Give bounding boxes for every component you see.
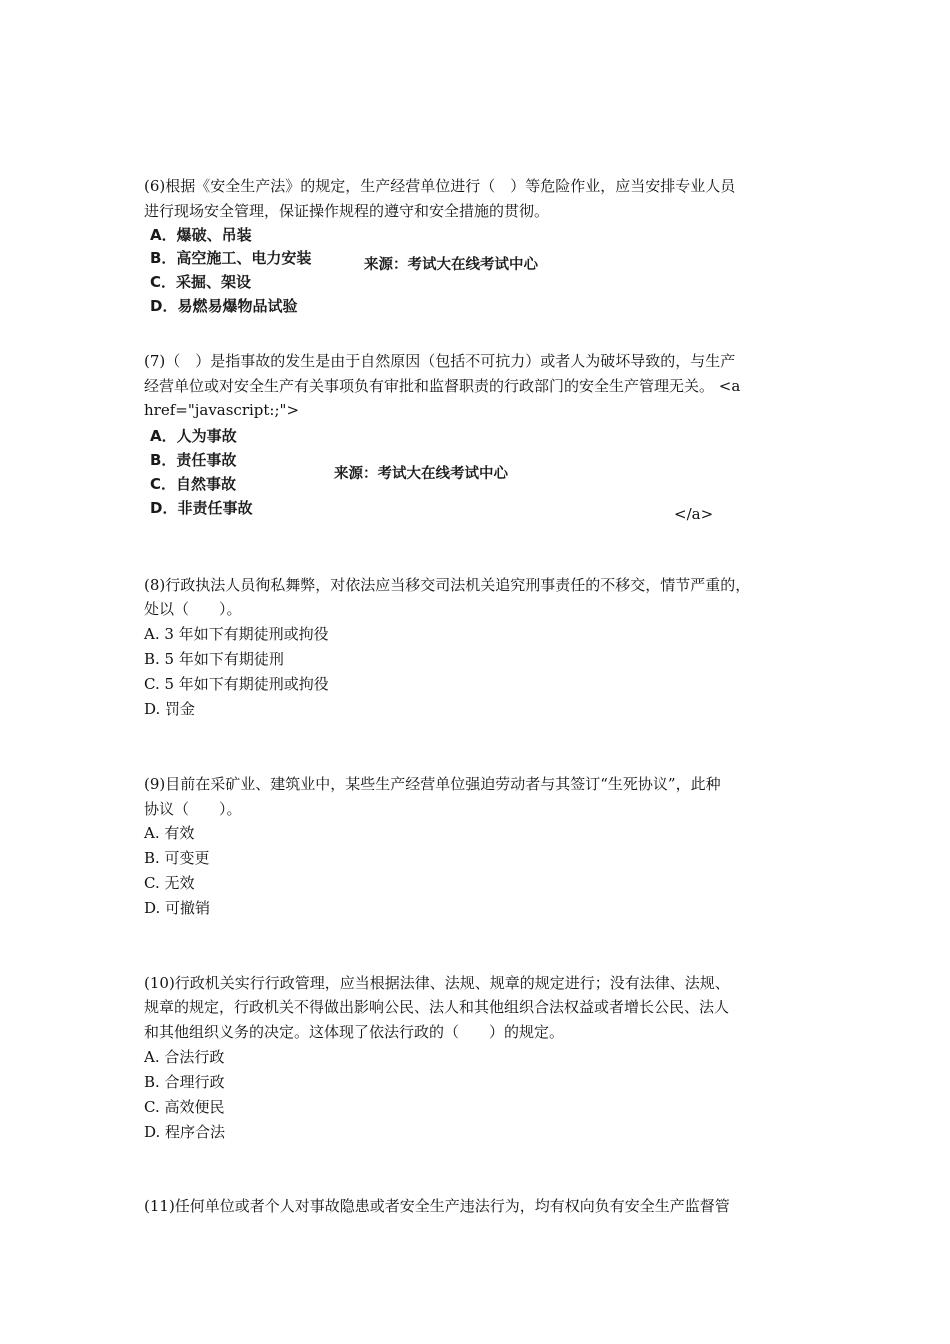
question-10-option-c: C. 高效便民 bbox=[144, 1098, 225, 1116]
question-10-option-b: B. 合理行政 bbox=[144, 1073, 225, 1091]
question-7-options-image bbox=[144, 424, 564, 520]
question-7-source-label: 来源：考试大在线考试中心 bbox=[334, 466, 508, 482]
question-9-option-b: B. 可变更 bbox=[144, 849, 210, 867]
question-6-option-a: A．爆破、吊装 bbox=[150, 226, 252, 244]
question-9-stem-line-2: 协议（ ）。 bbox=[144, 800, 242, 818]
question-10-stem-line-1: (10)行政机关实行行政管理，应当根据法律、法规、规章的规定进行；没有法律、法规、 bbox=[144, 974, 730, 992]
question-8-option-d: D. 罚金 bbox=[144, 700, 196, 718]
question-10-stem-line-2: 规章的规定，行政机关不得做出影响公民、法人和其他组织合法权益或者增长公民、法人 bbox=[144, 998, 730, 1016]
question-8-stem-line-2: 处以（ ）。 bbox=[144, 600, 242, 618]
question-7-closing-tag: </a> bbox=[674, 505, 714, 523]
question-7-option-d: D．非责任事故 bbox=[150, 499, 253, 517]
question-7-option-b: B．责任事故 bbox=[150, 451, 237, 469]
question-9-option-c: C. 无效 bbox=[144, 874, 195, 892]
question-9-option-d: D. 可撤销 bbox=[144, 899, 211, 917]
question-8-option-c: C. 5 年如下有期徒刑或拘役 bbox=[144, 675, 329, 693]
question-10-option-d: D. 程序合法 bbox=[144, 1123, 226, 1141]
question-11-stem-line-1: (11)任何单位或者个人对事故隐患或者安全生产违法行为，均有权向负有安全生产监督管 bbox=[144, 1197, 730, 1215]
question-6-option-b: B．高空施工、电力安装 bbox=[150, 249, 312, 267]
question-6-option-c: C．采掘、架设 bbox=[150, 273, 252, 291]
question-6-source-label: 来源：考试大在线考试中心 bbox=[364, 257, 538, 273]
question-7-option-c: C．自然事故 bbox=[150, 475, 237, 493]
question-7-option-a: A．人为事故 bbox=[150, 427, 237, 445]
question-6-options-image bbox=[144, 223, 584, 319]
question-7-stem-line-2: 经营单位或对安全生产有关事项负有审批和监督职责的行政部门的安全生产管理无关。 <a bbox=[144, 377, 741, 395]
question-8-stem-line-1: (8)行政执法人员徇私舞弊，对依法应当移交司法机关追究刑事责任的不移交，情节严重的， bbox=[144, 576, 751, 594]
question-7-stem-line-1: (7)（ ）是指事故的发生是由于自然原因（包括不可抗力）或者人为破坏导致的，与生产 bbox=[144, 352, 736, 370]
question-8-option-b: B. 5 年如下有期徒刑 bbox=[144, 650, 284, 668]
question-6-stem-line-1: (6)根据《安全生产法》的规定，生产经营单位进行（ ）等危险作业，应当安排专业人员 bbox=[144, 177, 736, 195]
question-9-stem-line-1: (9)目前在采矿业、建筑业中，某些生产经营单位强迫劳动者与其签订“生死协议”，此种 bbox=[144, 775, 721, 793]
question-7-stem-line-3: href="javascript:;"> bbox=[144, 401, 300, 419]
question-8-option-a: A. 3 年如下有期徒刑或拘役 bbox=[144, 625, 329, 643]
question-10-option-a: A. 合法行政 bbox=[144, 1048, 225, 1066]
question-9-option-a: A. 有效 bbox=[144, 824, 195, 842]
question-6-option-d: D．易燃易爆物品试验 bbox=[150, 297, 298, 315]
question-10-stem-line-3: 和其他组织义务的决定。这体现了依法行政的（ ）的规定。 bbox=[144, 1023, 565, 1041]
question-6-stem-line-2: 进行现场安全管理，保证操作规程的遵守和安全措施的贯彻。 bbox=[144, 202, 550, 220]
